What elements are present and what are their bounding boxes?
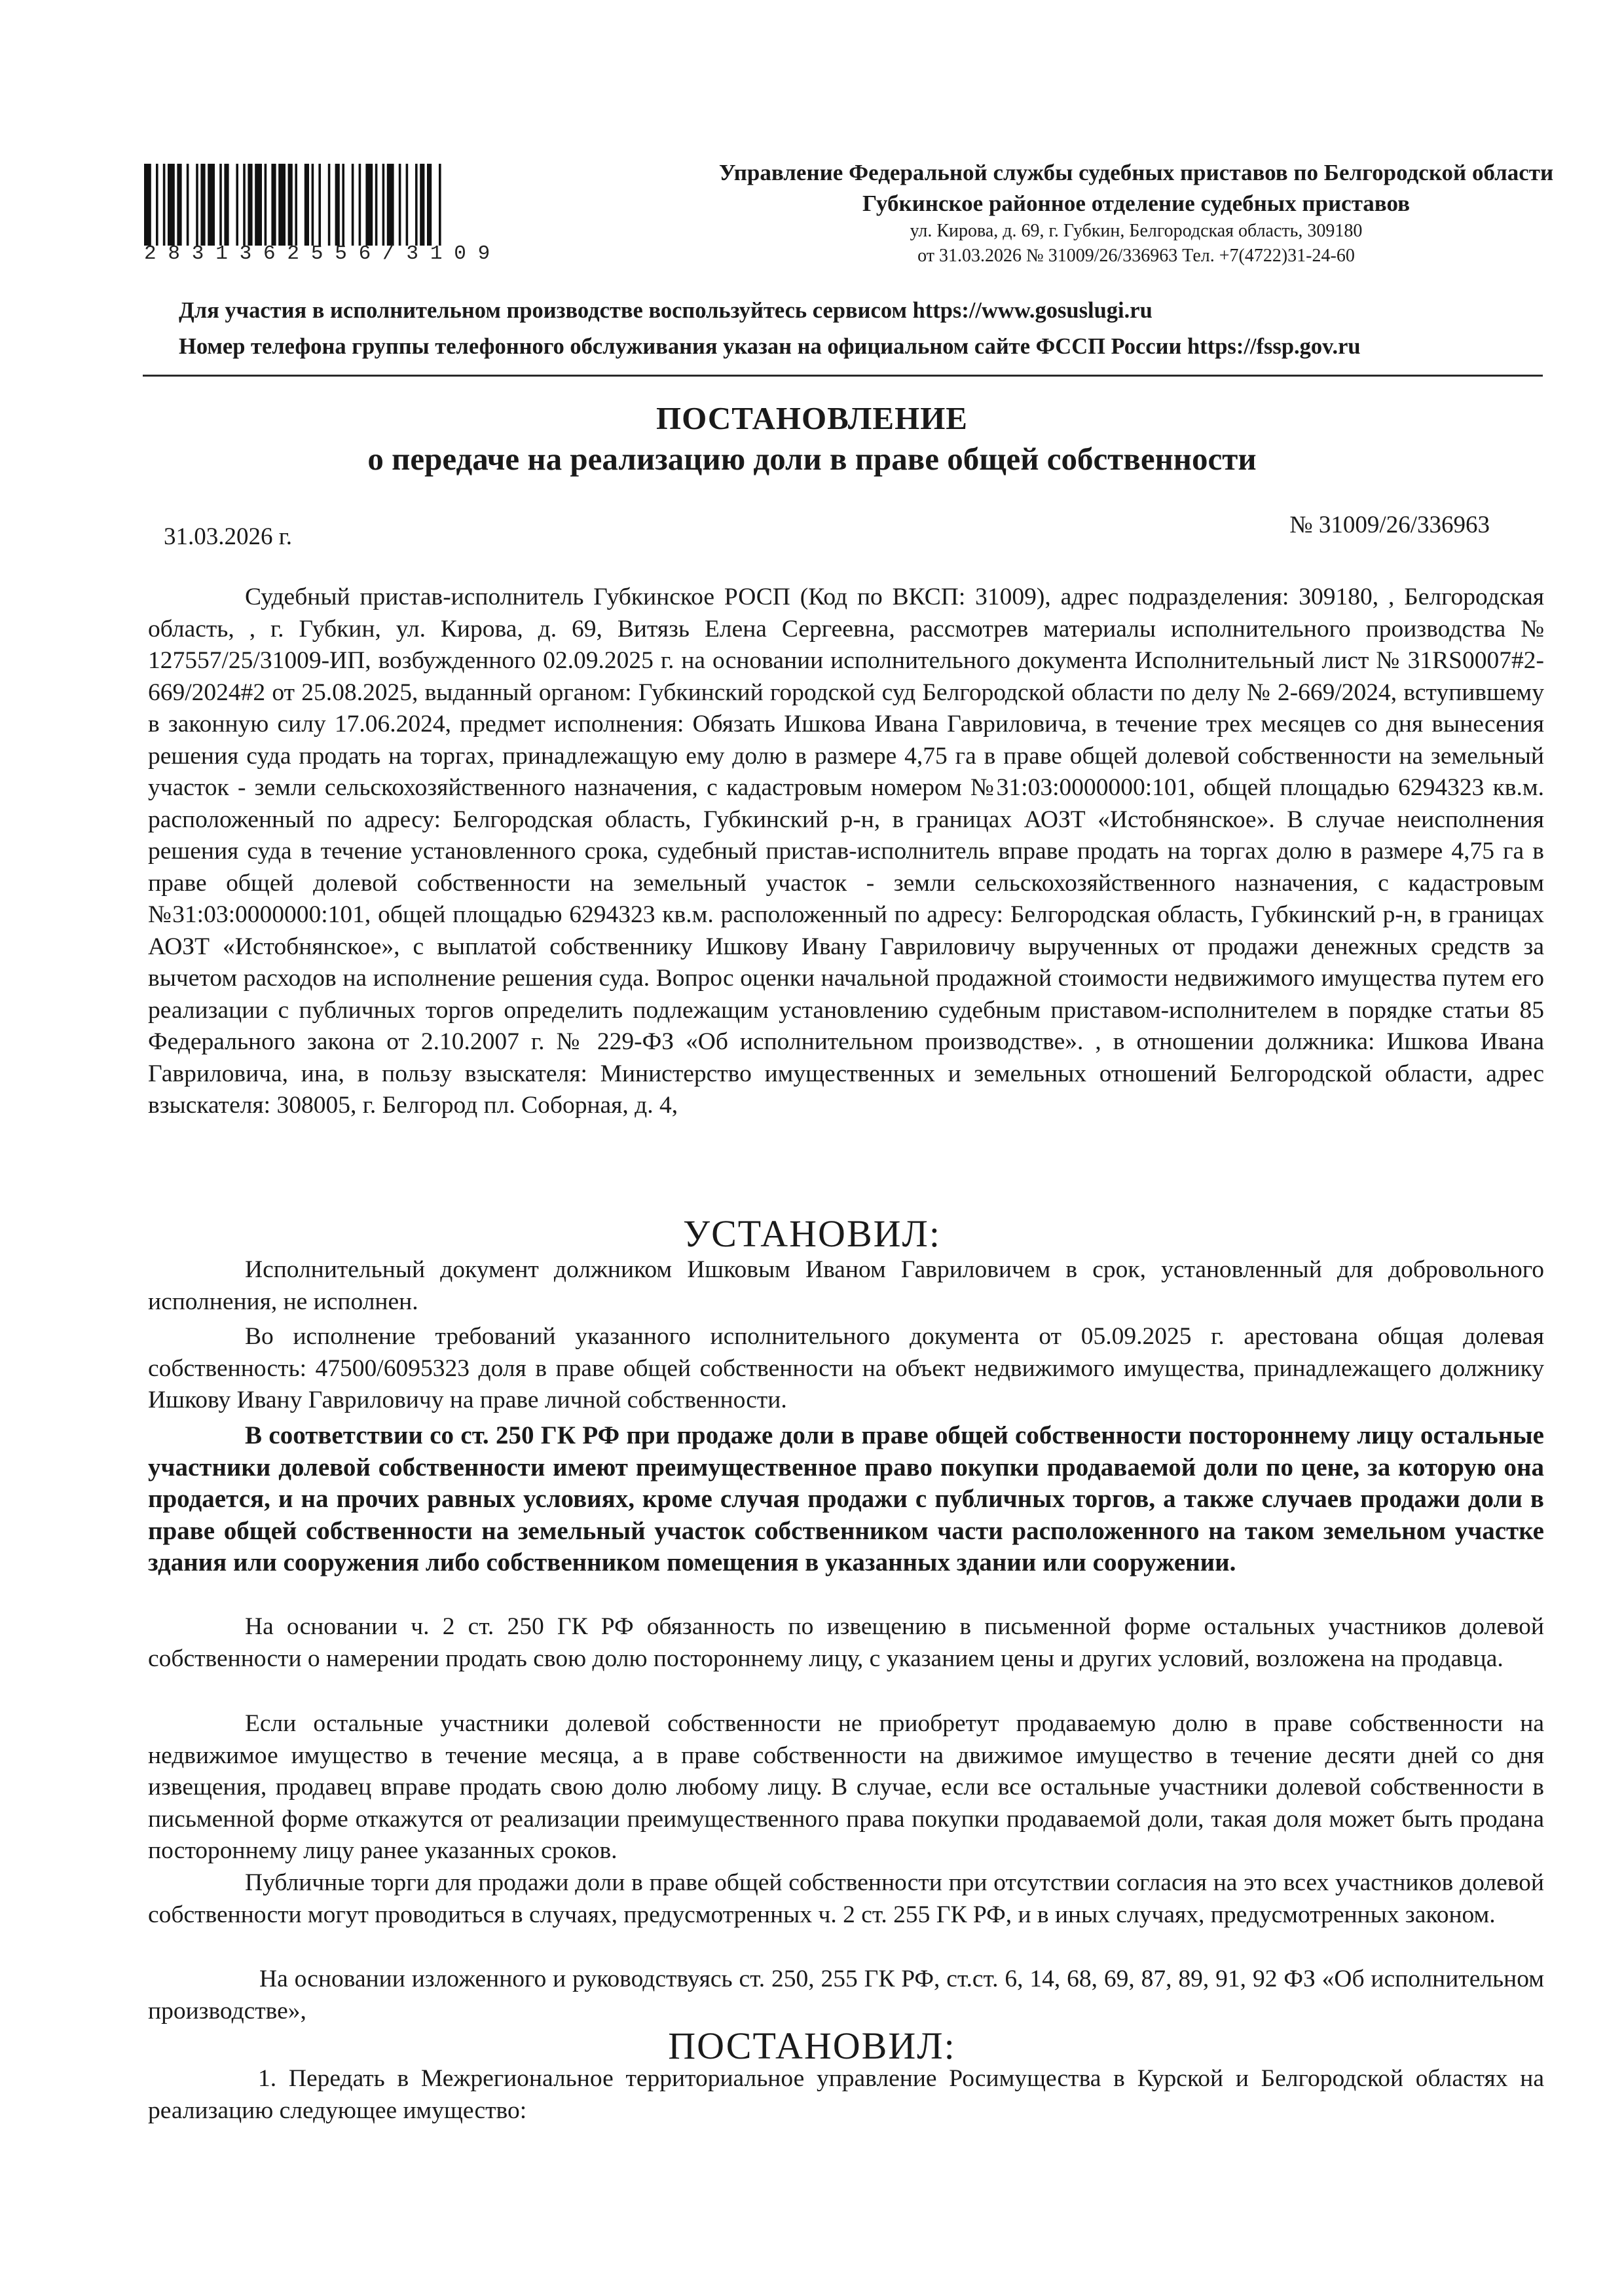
basis-paragraph: На основании ч. 2 ст. 250 ГК РФ обязанность по извещению в письменной форме остальных участников долевой собственности о намерении продать свою долю постороннему лицу, с указанием цены и других условий, возложена на продавца. [148, 1613, 1544, 1672]
resolved-heading: ПОСТАНОВИЛ: [668, 2024, 956, 2067]
document-number: № 31009/26/336963 [1289, 512, 1490, 538]
other-participants-paragraph: Если остальные участники долевой собственности не приобретут продаваемую долю в праве собственности на недвижимое имущество в течение месяца, а в праве собственности на движимое имущество в течение десяти дней со дня извещения, продавец вправе продать свою долю любому лицу. В случае, если все остальные участники долевой собственности в письменной форме откажутся от реализации преимущественного права покупки продаваемой доли, такая доля может быть продана постороннему лицу ранее указанных сроков. [148, 1710, 1544, 1864]
document-date: 31.03.2026 г. [164, 523, 293, 550]
agency-name: Управление Федеральной службы судебных приставов по Белгородской области [718, 160, 1554, 185]
document-subtitle: о передаче на реализацию доли в праве общей собственности [367, 441, 1257, 477]
grounds-paragraph: На основании изложенного и руководствуясь ст. 250, 255 ГК РФ, ст.ст. 6, 14, 68, 69, 87, 89, 91, 92 ФЗ «Об исполнительном производстве», [148, 1966, 1544, 2024]
gosuslugi-notice: Для участия в исполнительном производстве воспользуйтесь сервисом https://www.gosuslugi.ru [179, 298, 1153, 323]
civil-code-250-paragraph: В соответствии со ст. 250 ГК РФ при продаже доли в праве общей собственности постороннему лицу остальные участники долевой собственности имеют преимущественное право покупки продаваемой доли по цене, за которую она продается, и на прочих равных условиях, кроме случая продажи с публичных торгов, а также случаев продажи доли в праве общей собственности на земельный участок собственником части расположенного на таком земельном участке здания или сооружения либо собственником помещения в указанных здании или сооружении. [148, 1421, 1544, 1577]
department-name: Губкинское районное отделение судебных приставов [862, 191, 1411, 216]
resolution-item-1: 1. Передать в Межрегиональное территориальное управление Росимущества в Курской и Белгородской областях на реализацию следующее имущество: [148, 2065, 1544, 2124]
established-paragraph-1: Исполнительный документ должником Ишковым Иваном Гавриловичем в срок, установленный для добровольного исполнения, не исполнен. [148, 1256, 1544, 1315]
phone-notice: Номер телефона группы телефонного обслуживания указан на официальном сайте ФССП России https://fssp.gov.ru [179, 334, 1361, 359]
document-title: ПОСТАНОВЛЕНИЕ [656, 400, 968, 436]
established-heading: УСТАНОВИЛ: [683, 1212, 941, 1255]
intro-paragraph: Судебный пристав-исполнитель Губкинское РОСП (Код по ВКСП: 31009), адрес подразделения: 309180, , Белгородская область, , г. Губкин, ул. Кирова, д. 69, Витязь Елена Сергеевна, рассмотрев материалы исполнительного производства № 127557/25/31009-ИП, возбужденного 02.09.2025 г. на основании исполнительного документа Исполнительный лист № 31RS0007#2-669/2024#2 от 25.08.2025, выданный органом: Губкинский городской суд Белгородской области по делу № 2-669/2024, вступившему в законную силу 17.06.2024, предмет исполнения: Обязать Ишкова Ивана Гавриловича, в течение трех месяцев со дня вынесения решения суда продать на торгах, принадлежащую ему долю в размере 4,75 га в праве общей долевой собственности на земельный участок - земли сельскохозяйственного назначения, с кадастровым номером №31:03:0000000:101, общей площадью 6294323 кв.м. расположенный по адресу: Белгородская область, Губкинский р-н, в границах АОЗТ «Истобнянское». В случае неисполнения решения суда в течение установленного срока, судебный пристав-исполнитель вправе продать на торгах долю в размере 4,75 га в праве общей долевой собственности на земельный участок - земли сельскохозяйственного назначения, с кадастровым №31:03:0000000:101, общей площадью 6294323 кв.м. расположенный по адресу: Белгородская область, Губкинский р-н, в границах АОЗТ «Истобнянское», с выплатой собственнику Ишкову Ивану Гавриловичу вырученных от продажи денежных средств за вычетом расходов на исполнение решения суда. Вопрос оценки начальной продажной стоимости недвижимого имущества путем его реализации с публичных торгов определить подлежащим установлению судебным приставом-исполнителем в порядке статьи 85 Федерального закона от 2.10.2007 г. № 229-ФЗ «Об исполнительном производстве». , в отношении должника: Ишкова Ивана Гавриловича, ина, в пользу взыскателя: Министерство имущественных и земельных отношений Белгородской области, адрес взыскателя: 308005, г. Белгород пл. Соборная, д. 4, [148, 584, 1544, 1119]
public-auction-paragraph: Публичные торги для продажи доли в праве общей собственности при отсутствии согласия на это всех участников долевой собственности могут проводиться в случаях, предусмотренных ч. 2 ст. 255 ГК РФ, и в иных случаях, предусмотренных законом. [148, 1869, 1544, 1928]
header-divider [143, 375, 1543, 377]
barcode [144, 164, 589, 246]
established-paragraph-2: Во исполнение требований указанного исполнительного документа от 05.09.2025 г. арестована общая долевая собственность: 47500/6095323 доля в праве общей собственности на объект недвижимого имущества, принадлежащего должнику Ишкову Ивану Гавриловичу на праве личной собственности. [148, 1323, 1544, 1413]
department-address: ул. Кирова, д. 69, г. Губкин, Белгородская область, 309180 [910, 221, 1363, 241]
barcode-number: 2831362556/3109 [144, 242, 502, 265]
agency-block [714, 157, 1559, 269]
reference-line: от 31.03.2026 № 31009/26/336963 Тел. +7(4722)31-24-60 [917, 246, 1355, 266]
